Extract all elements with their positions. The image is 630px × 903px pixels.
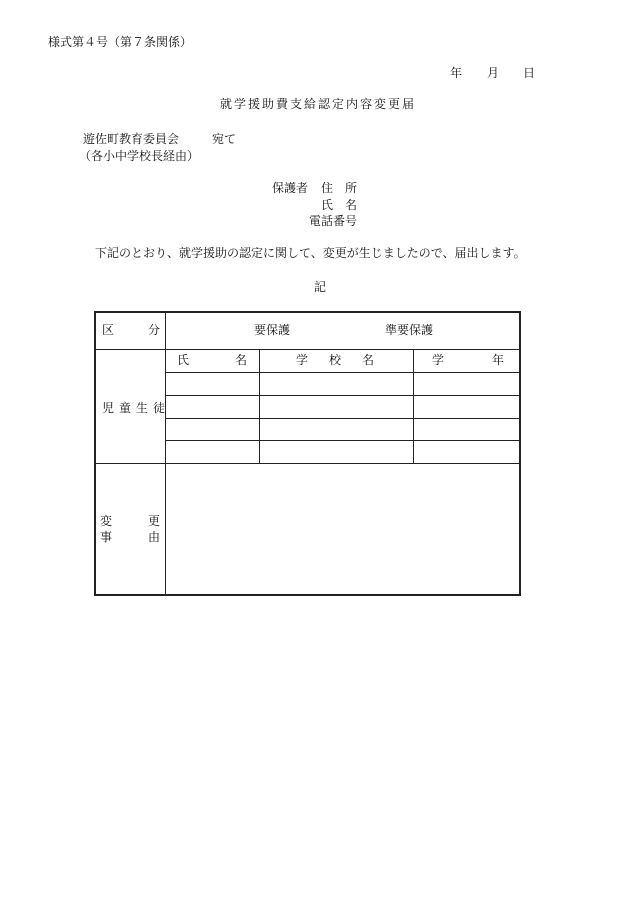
column-header-school: 学 校 名 bbox=[296, 353, 374, 367]
addressee-via: （各小中学校長経由） bbox=[79, 149, 200, 163]
student-1-school-cell[interactable] bbox=[260, 373, 413, 395]
date-day-label: 日 bbox=[523, 66, 536, 80]
student-1-name-cell[interactable] bbox=[166, 373, 259, 395]
student-1-grade-cell[interactable] bbox=[414, 373, 519, 395]
addressee-suffix: 宛て bbox=[212, 132, 237, 146]
student-2-name-cell[interactable] bbox=[166, 396, 259, 418]
form-number: 様式第４号（第７条関係） bbox=[48, 35, 193, 49]
student-4-school-cell[interactable] bbox=[260, 441, 413, 463]
statement-text: 下記のとおり、就学援助の認定に関して、変更が生じましたので、届出します。 bbox=[95, 246, 526, 260]
student-label: 児童生徒 bbox=[102, 401, 171, 415]
student-3-grade-cell[interactable] bbox=[414, 419, 519, 440]
change-label-line1: 変 更 bbox=[100, 514, 160, 528]
addressee-name: 遊佐町教育委員会 bbox=[83, 132, 180, 146]
guardian-label: 保護者 bbox=[272, 181, 309, 195]
document-title: 就学援助費支給認定内容変更届 bbox=[220, 97, 417, 111]
student-2-school-cell[interactable] bbox=[260, 396, 413, 418]
date-month-label: 月 bbox=[487, 66, 500, 80]
application-table bbox=[94, 311, 521, 596]
category-option-junyohogo: 準要保護 bbox=[385, 323, 434, 337]
column-header-name: 氏 名 bbox=[177, 353, 247, 367]
student-4-name-cell[interactable] bbox=[166, 441, 259, 463]
guardian-name-label: 氏 名 bbox=[321, 198, 358, 212]
ki-marker: 記 bbox=[314, 280, 327, 294]
guardian-address-label: 住 所 bbox=[321, 181, 358, 195]
guardian-phone-label: 電話番号 bbox=[309, 214, 358, 228]
category-option-yohogo: 要保護 bbox=[254, 323, 291, 337]
column-header-grade: 学 年 bbox=[432, 353, 504, 367]
student-4-grade-cell[interactable] bbox=[414, 441, 519, 463]
student-2-grade-cell[interactable] bbox=[414, 396, 519, 418]
change-reason-field[interactable] bbox=[166, 464, 519, 594]
change-label-line2: 事 由 bbox=[100, 530, 160, 544]
student-3-name-cell[interactable] bbox=[166, 419, 259, 440]
category-label: 区 分 bbox=[102, 323, 160, 337]
date-year-label: 年 bbox=[450, 66, 463, 80]
student-3-school-cell[interactable] bbox=[260, 419, 413, 440]
